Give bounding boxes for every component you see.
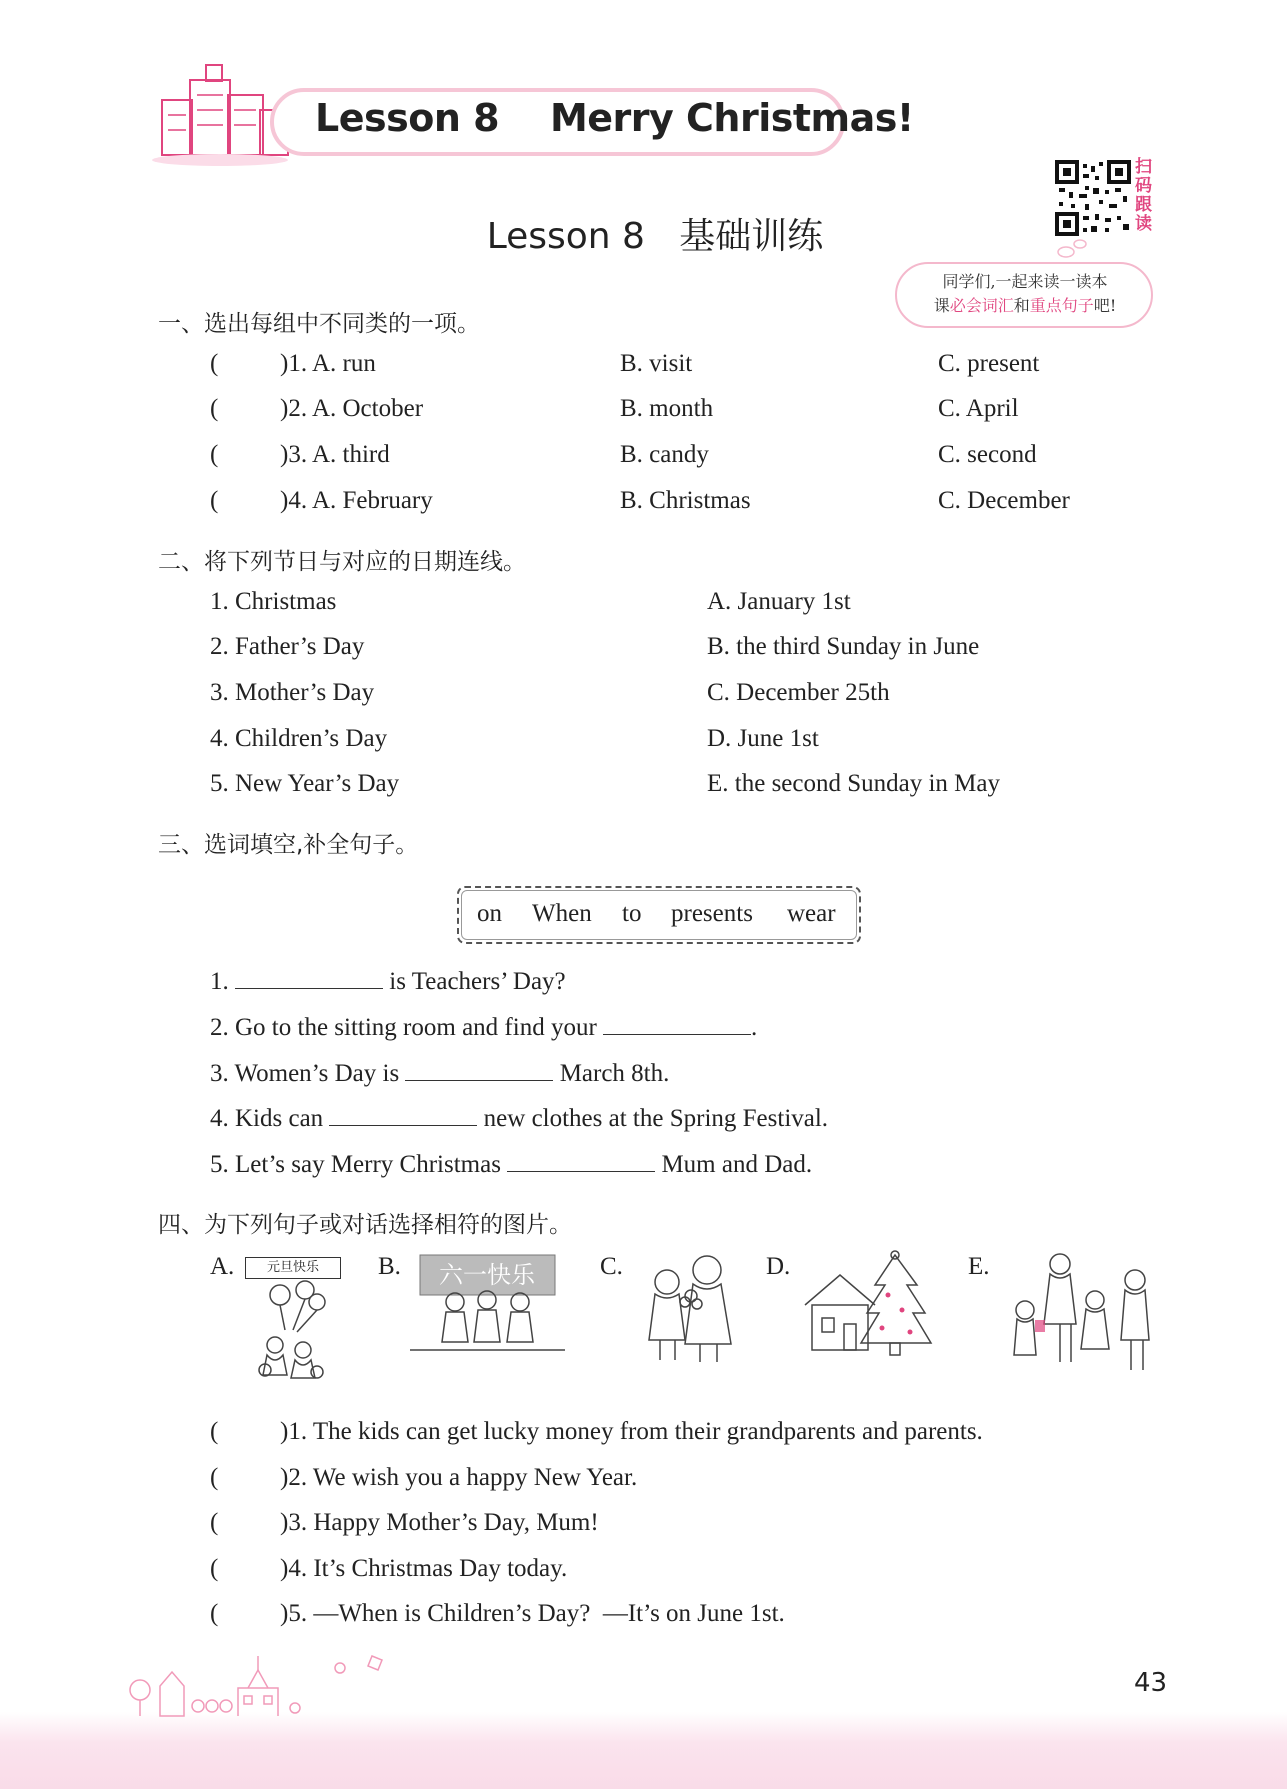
festival-item: 3. Mother’s Day — [210, 679, 375, 706]
sentence-text: 2. Go to the sitting room and find your — [210, 1014, 604, 1041]
answer-paren: ( — [210, 1509, 219, 1536]
date-item: D. June 1st — [707, 725, 819, 752]
tip-line-2 — [905, 294, 1145, 318]
s1-item-b: B. visit — [620, 350, 693, 377]
section-2-heading: 二、将下列节日与对应的日期连线。 — [158, 549, 526, 575]
fill-sentence — [210, 1058, 669, 1088]
answer-paren: ( — [210, 1555, 219, 1582]
section-1-heading: 一、选出每组中不同类的一项。 — [158, 311, 480, 337]
date-item: E. the second Sunday in May — [707, 770, 1001, 797]
sentence-text: is Teachers’ Day? — [383, 968, 566, 995]
s1-item-c: C. present — [938, 350, 1040, 377]
word-bank-word: presents — [671, 900, 753, 927]
sentence-text: 5. Let’s say Merry Christmas — [210, 1151, 508, 1178]
picture-label: C. — [600, 1253, 623, 1280]
tip-text: 课 — [933, 296, 950, 315]
mothers-day-illustration — [635, 1250, 740, 1370]
qr-label-char: 跟 — [1135, 195, 1152, 215]
answer-paren: ( — [210, 1600, 219, 1627]
s1-item-c: C. December — [938, 487, 1070, 514]
picture-b-caption: 六一快乐 — [439, 1261, 535, 1289]
tip-text: 和 — [1013, 296, 1030, 315]
answer-blank[interactable] — [507, 1149, 655, 1172]
word-bank-word: When — [532, 900, 592, 927]
town-decoration-icon — [120, 1648, 410, 1718]
s1-item-a: )1. A. run — [280, 350, 376, 377]
word-bank-word: on — [477, 900, 502, 927]
picture-a-banner: 元旦快乐 — [245, 1257, 341, 1279]
family-lucky-money-illustration — [1005, 1250, 1155, 1380]
picture-label: A. — [210, 1253, 235, 1280]
match-sentence: )5. —When is Children’s Day? —It’s on June 1st. — [280, 1600, 785, 1627]
date-item: A. January 1st — [707, 588, 851, 615]
qr-label-char: 扫 — [1135, 157, 1152, 177]
qr-label-char: 读 — [1135, 214, 1152, 234]
festival-item: 1. Christmas — [210, 588, 337, 615]
footer-band — [0, 1712, 1287, 1789]
qr-code-icon[interactable] — [1055, 160, 1131, 236]
s1-item-a: )2. A. October — [280, 395, 424, 422]
s1-item-c: C. second — [938, 441, 1037, 468]
answer-paren: ( — [210, 487, 219, 514]
s1-item-a: )3. A. third — [280, 441, 390, 468]
word-bank-word: wear — [787, 900, 836, 927]
festival-item: 4. Children’s Day — [210, 725, 388, 752]
picture-label: B. — [378, 1253, 401, 1280]
answer-paren: ( — [210, 395, 219, 422]
date-item: C. December 25th — [707, 679, 890, 706]
festival-item: 2. Father’s Day — [210, 633, 365, 660]
answer-blank[interactable] — [235, 966, 383, 989]
match-sentence: )4. It’s Christmas Day today. — [280, 1555, 568, 1582]
tip-line-1: 同学们,一起来读一读本 — [942, 272, 1108, 291]
match-sentence: )3. Happy Mother’s Day, Mum! — [280, 1509, 599, 1536]
answer-blank[interactable] — [329, 1103, 477, 1126]
sentence-text: March 8th. — [553, 1060, 670, 1087]
sentence-text: 1. — [210, 968, 235, 995]
qr-label-char: 码 — [1135, 176, 1152, 196]
answer-paren: ( — [210, 441, 219, 468]
bubble-tail-icon — [1050, 238, 1090, 260]
picture-label: D. — [766, 1253, 791, 1280]
lesson-title: Lesson 8 Merry Christmas! — [315, 96, 914, 140]
festival-item: 5. New Year’s Day — [210, 770, 400, 797]
sentence-text: Mum and Dad. — [655, 1151, 813, 1178]
answer-blank[interactable] — [603, 1012, 751, 1035]
sentence-text: new clothes at the Spring Festival. — [477, 1105, 829, 1132]
childrens-day-illustration — [410, 1250, 565, 1360]
answer-paren: ( — [210, 1418, 219, 1445]
s1-item-b: B. candy — [620, 441, 709, 468]
fill-sentence — [210, 966, 566, 996]
tip-bubble-text — [905, 270, 1145, 318]
s1-item-b: B. month — [620, 395, 714, 422]
page-number: 43 — [1134, 1668, 1168, 1698]
sentence-text: . — [751, 1014, 758, 1041]
word-bank-word: to — [622, 900, 642, 927]
tip-text: 吧! — [1093, 296, 1117, 315]
s1-item-c: C. April — [938, 395, 1019, 422]
s1-item-a: )4. A. February — [280, 487, 433, 514]
fill-sentence — [210, 1103, 828, 1133]
date-item: B. the third Sunday in June — [707, 633, 980, 660]
sentence-text: 4. Kids can — [210, 1105, 330, 1132]
section-3-heading: 三、选词填空,补全句子。 — [158, 832, 419, 858]
tip-highlight: 重点句子 — [1029, 296, 1094, 315]
answer-paren: ( — [210, 350, 219, 377]
answer-blank[interactable] — [405, 1058, 553, 1081]
match-sentence: )1. The kids can get lucky money from their grandparents and parents. — [280, 1418, 983, 1445]
s1-item-b: B. Christmas — [620, 487, 751, 514]
answer-paren: ( — [210, 1464, 219, 1491]
picture-label: E. — [968, 1253, 990, 1280]
christmas-house-tree-illustration — [800, 1250, 940, 1365]
match-sentence: )2. We wish you a happy New Year. — [280, 1464, 638, 1491]
section-4-heading: 四、为下列句子或对话选择相符的图片。 — [158, 1212, 572, 1238]
page-subtitle: Lesson 8 基础训练 — [486, 216, 824, 257]
sentence-text: 3. Women’s Day is — [210, 1060, 406, 1087]
fill-sentence — [210, 1149, 812, 1179]
qr-label — [1135, 158, 1155, 234]
tip-highlight: 必会词汇 — [949, 296, 1014, 315]
fill-sentence — [210, 1012, 757, 1042]
new-year-celebration-illustration — [245, 1280, 341, 1390]
